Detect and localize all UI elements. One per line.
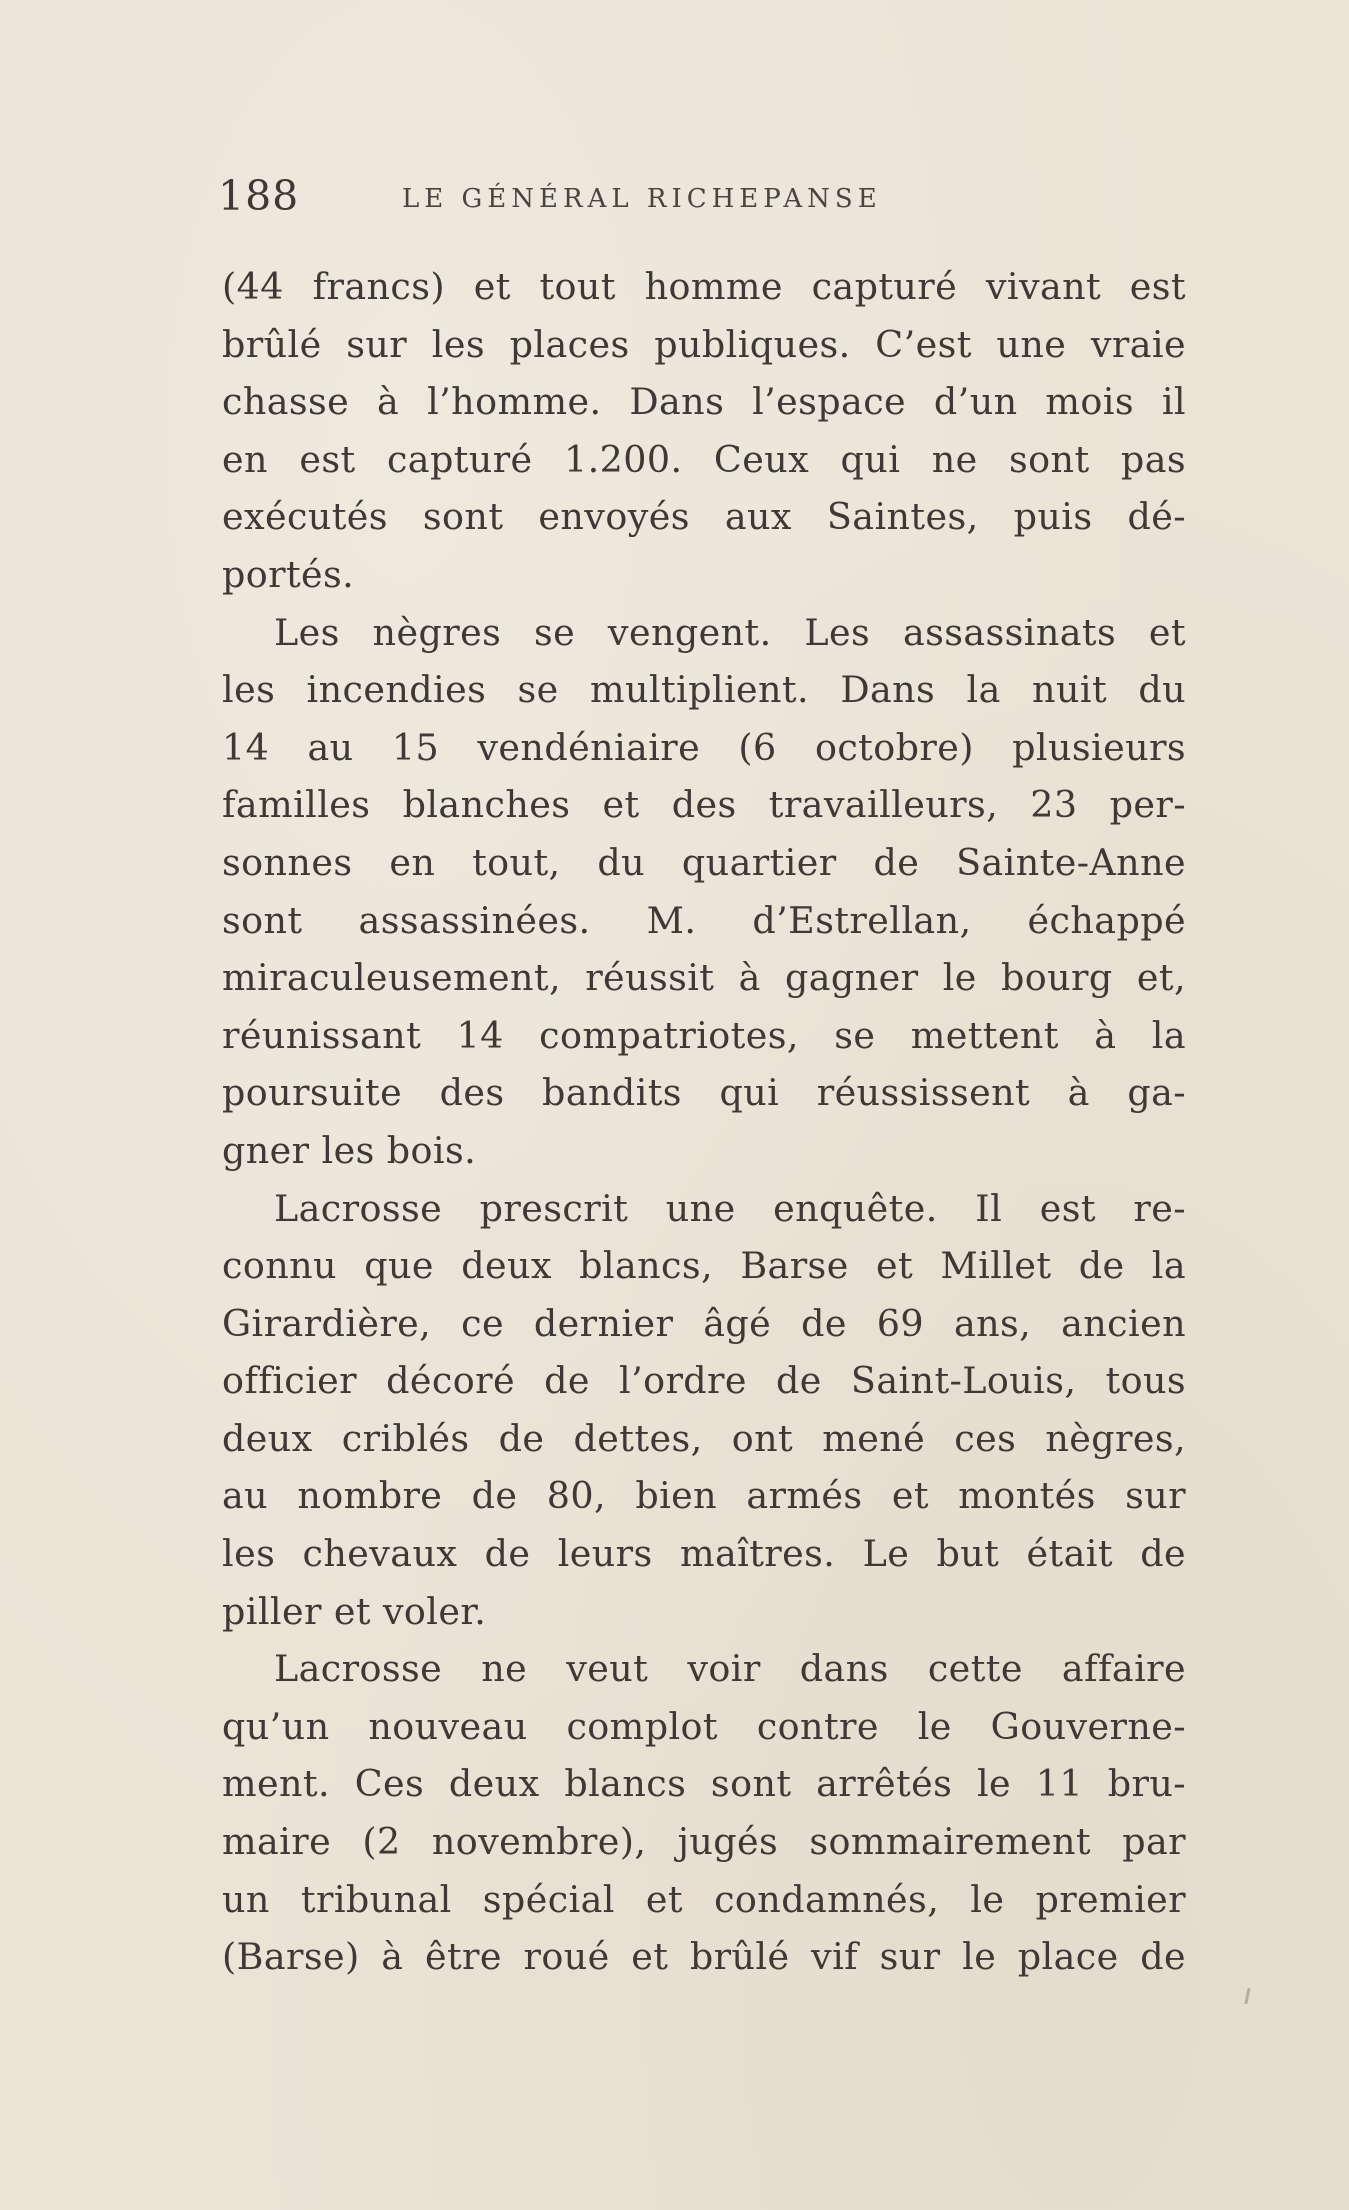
text-line: exécutés sont envoyés aux Saintes, puis dé- bbox=[222, 495, 1186, 539]
text-line: les incendies se multiplient. Dans la nuit du bbox=[222, 668, 1186, 712]
paragraph-first-line: Lacrosse ne veut voir dans cette affaire bbox=[274, 1647, 1186, 1691]
text-line: miraculeusement, réussit à gagner le bourg et, bbox=[222, 956, 1186, 1000]
text-line: les chevaux de leurs maîtres. Le but était de bbox=[222, 1532, 1186, 1576]
text-line: 14 au 15 vendéniaire (6 octobre) plusieurs bbox=[222, 725, 1186, 769]
text-line: en est capturé 1.200. Ceux qui ne sont pas bbox=[222, 437, 1186, 481]
text-line: chasse à l’homme. Dans l’espace d’un mois il bbox=[222, 380, 1186, 424]
text-line: (Barse) à être roué et brûlé vif sur le place de bbox=[222, 1935, 1186, 1979]
text-line: au nombre de 80, bien armés et montés sur bbox=[222, 1474, 1186, 1518]
text-line: poursuite des bandits qui réussissent à ga- bbox=[222, 1071, 1186, 1115]
page-number: 188 bbox=[218, 172, 300, 220]
text-line: sont assassinées. M. d’Estrellan, échappé bbox=[222, 898, 1186, 942]
body-text bbox=[222, 258, 1186, 1986]
text-line: connu que deux blancs, Barse et Millet de la bbox=[222, 1244, 1186, 1288]
text-line: brûlé sur les places publiques. C’est une vraie bbox=[222, 322, 1186, 366]
text-line: un tribunal spécial et condamnés, le premier bbox=[222, 1877, 1186, 1921]
text-line: Girardière, ce dernier âgé de 69 ans, ancien bbox=[222, 1301, 1186, 1345]
text-line: maire (2 novembre), jugés sommairement par bbox=[222, 1820, 1186, 1864]
paragraph-first-line: Lacrosse prescrit une enquête. Il est re- bbox=[274, 1186, 1186, 1230]
text-line: gner les bois. bbox=[222, 1128, 477, 1172]
text-line: familles blanches et des travailleurs, 23 per- bbox=[222, 783, 1186, 827]
text-line: ment. Ces deux blancs sont arrêtés le 11 bru- bbox=[222, 1762, 1186, 1806]
text-line: officier décoré de l’ordre de Saint-Louis, tous bbox=[222, 1359, 1186, 1403]
paragraph-first-line: Les nègres se vengent. Les assassinats et bbox=[274, 610, 1186, 654]
text-line: piller et voler. bbox=[222, 1589, 487, 1633]
text-line: qu’un nouveau complot contre le Gouverne- bbox=[222, 1704, 1186, 1748]
running-title: LE GÉNÉRAL RICHEPANSE bbox=[402, 184, 882, 214]
text-line: portés. bbox=[222, 552, 355, 596]
running-head bbox=[218, 172, 978, 232]
paper-speck bbox=[1244, 1988, 1250, 2004]
text-line: (44 francs) et tout homme capturé vivant est bbox=[222, 265, 1186, 308]
text-line: réunissant 14 compatriotes, se mettent à la bbox=[222, 1013, 1186, 1057]
text-line: sonnes en tout, du quartier de Sainte-Anne bbox=[222, 840, 1186, 884]
text-line: deux criblés de dettes, ont mené ces nègres, bbox=[222, 1416, 1186, 1460]
